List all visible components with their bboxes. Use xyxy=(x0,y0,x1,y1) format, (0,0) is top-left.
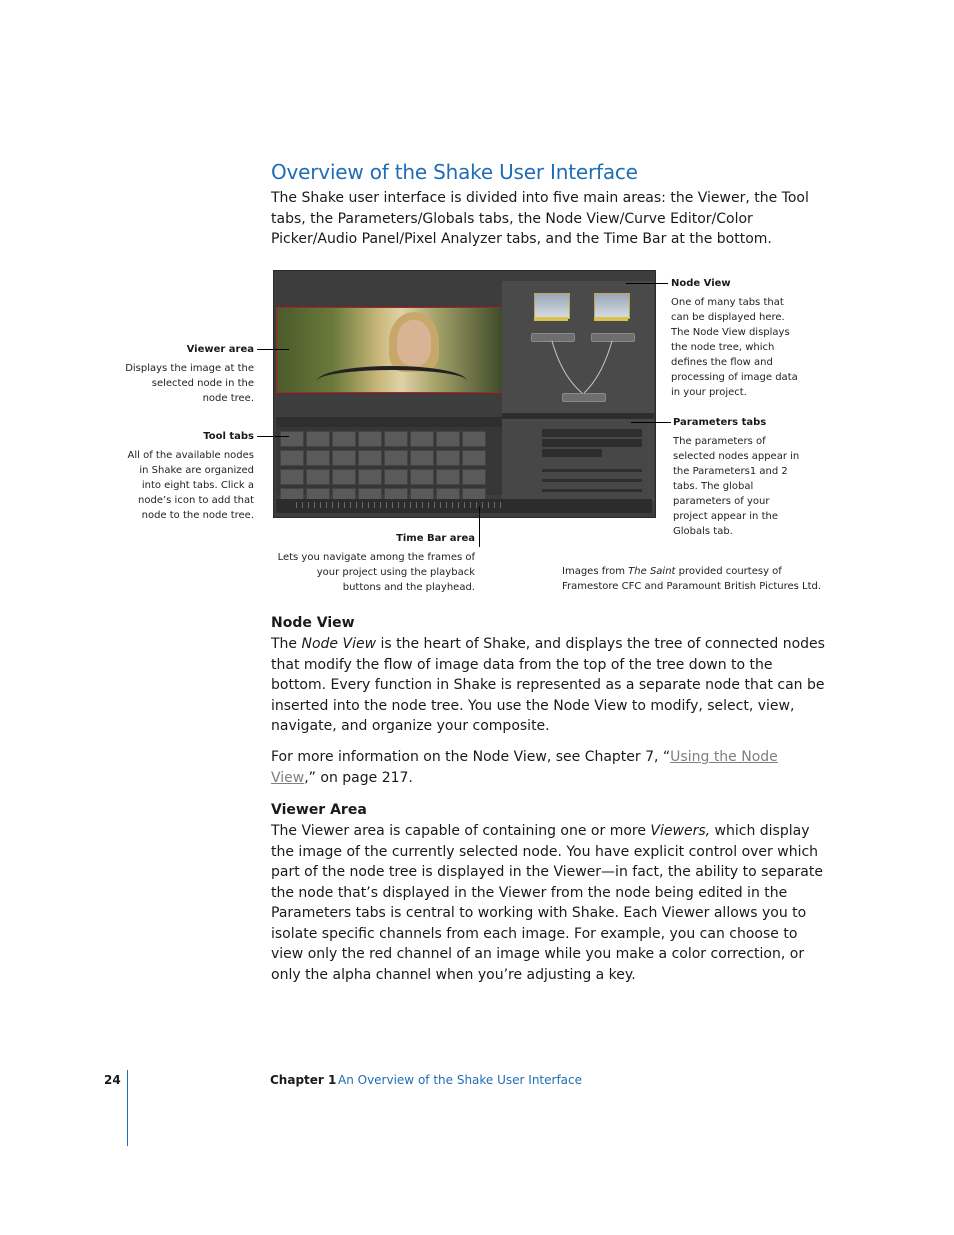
tool-icon xyxy=(436,450,460,466)
viewer-image-face xyxy=(397,320,431,366)
parameters-tabs-leader xyxy=(631,422,671,423)
tool-tabs-callout xyxy=(100,430,254,523)
tool-icon xyxy=(358,469,382,485)
param-row xyxy=(542,449,602,457)
shake-interface-screenshot xyxy=(273,270,656,518)
parameters-tabs-line: project appear in the xyxy=(673,511,778,522)
tool-icon xyxy=(462,431,486,447)
viewer-area-line: node tree. xyxy=(202,393,254,404)
parameters-tabs-line: tabs. The global xyxy=(673,481,754,492)
parameters-tabs-line: The parameters of xyxy=(673,436,766,447)
time-bar-line: buttons and the playhead. xyxy=(342,582,475,593)
node-view-line: processing of image data xyxy=(671,372,798,383)
tool-tabs-leader xyxy=(257,436,289,437)
node-view-text: The xyxy=(271,636,302,652)
tool-icon xyxy=(384,469,408,485)
param-row xyxy=(542,439,642,447)
tool-icon xyxy=(384,450,408,466)
tool-icon xyxy=(462,450,486,466)
viewer-toolbar xyxy=(276,417,502,427)
section-title: Overview of the Shake User Interface xyxy=(271,160,638,184)
intro-paragraph: The Shake user interface is divided into five main areas: the Viewer, the Tool tabs, the Parameters/Globals tabs, the Node View/Curve Editor/Color Picker/Audio Panel/Pixel Analyzer tabs, and the Time Bar at the bottom. xyxy=(271,190,809,247)
node-view-heading: Node View xyxy=(271,615,355,631)
parameters-tabs-description xyxy=(673,434,823,539)
node-view-line: can be displayed here. xyxy=(671,312,785,323)
tool-icon xyxy=(436,469,460,485)
time-bar xyxy=(276,499,652,513)
node-view-panel xyxy=(502,281,654,421)
tool-icon xyxy=(332,469,356,485)
tool-icon xyxy=(410,469,434,485)
tool-icon xyxy=(306,469,330,485)
parameters-tabs-line: Globals tab. xyxy=(673,526,733,537)
node-view-line: in your project. xyxy=(671,387,747,398)
tool-icon xyxy=(332,450,356,466)
tool-tabs-line: in Shake are organized xyxy=(139,465,254,476)
tool-icon xyxy=(280,450,304,466)
tool-icon xyxy=(358,431,382,447)
parameters-tabs-callout xyxy=(673,416,823,539)
viewer-area-heading: Viewer Area xyxy=(271,802,367,818)
node-view-line: The Node View displays xyxy=(671,327,790,338)
tool-icon xyxy=(332,431,356,447)
node-view-term: Node View xyxy=(301,636,377,652)
viewer-image-steering-wheel xyxy=(317,366,467,396)
viewer-area-description xyxy=(100,361,254,406)
viewer-image xyxy=(276,307,504,393)
image-credit-line1 xyxy=(562,564,832,579)
credit-suffix: provided courtesy of xyxy=(675,566,782,577)
tool-tabs-line: into eight tabs. Click a xyxy=(141,480,254,491)
tool-tabs-line: node’s icon to add that xyxy=(138,495,254,506)
tool-icon xyxy=(410,431,434,447)
tool-tabs-title: Tool tabs xyxy=(203,431,254,442)
tool-icon xyxy=(384,431,408,447)
viewer-area-line: selected node in the xyxy=(151,378,254,389)
tool-icon xyxy=(462,469,486,485)
viewer-area-leader xyxy=(257,349,289,350)
viewer-area-line: Displays the image at the xyxy=(125,363,254,374)
footer-chapter: Chapter 1 xyxy=(270,1073,337,1087)
tool-icon xyxy=(306,450,330,466)
node-view-line: One of many tabs that xyxy=(671,297,784,308)
time-bar-ticks xyxy=(296,502,506,508)
param-slider xyxy=(542,479,642,482)
reference-text: For more information on the Node View, see Chapter 7, “ xyxy=(271,749,671,765)
node-view-text: is the heart of Shake, and displays the tree of connected nodes that modify the flow of image data from the top of the tree down to the bottom. Every function in Shake is represented as a separate node that can be inserted into the node tree. You use the Node View to modify, select, view, navigate, and organize your composite. xyxy=(271,636,825,734)
time-bar-callout xyxy=(260,532,475,595)
page-number: 24 xyxy=(104,1073,121,1087)
tool-icon xyxy=(436,431,460,447)
viewer-term: Viewers, xyxy=(650,823,711,839)
param-row xyxy=(542,429,642,437)
parameters-tabs-line: the Parameters1 and 2 xyxy=(673,466,788,477)
tabs-strip xyxy=(502,413,654,419)
image-credit-line2: Framestore CFC and Paramount British Pictures Ltd. xyxy=(562,581,822,592)
tool-icon xyxy=(306,431,330,447)
tool-icon xyxy=(280,469,304,485)
credit-film-title: The Saint xyxy=(628,566,676,577)
node-view-reference-paragraph xyxy=(271,747,826,788)
node-view-leader xyxy=(626,283,668,284)
tool-tabs-line: All of the available nodes xyxy=(127,450,254,461)
reference-text: ,” on page 217. xyxy=(304,769,413,786)
node-view-line: the node tree, which xyxy=(671,342,775,353)
parameters-panel xyxy=(502,421,654,501)
time-bar-line: Lets you navigate among the frames of xyxy=(277,552,475,563)
time-bar-leader xyxy=(479,507,480,547)
image-credit xyxy=(562,564,832,594)
node-view-description xyxy=(671,295,821,400)
tool-icon xyxy=(358,450,382,466)
viewer-text: The Viewer area is capable of containing one or more xyxy=(271,823,651,839)
tool-icon xyxy=(280,431,304,447)
time-bar-description xyxy=(260,550,475,595)
param-slider xyxy=(542,489,642,492)
node-view-paragraph xyxy=(271,634,826,737)
time-bar-title: Time Bar area xyxy=(396,533,475,544)
tool-tabs-line: node to the node tree. xyxy=(141,510,254,521)
using-node-view-link[interactable]: Using the Node View xyxy=(271,749,778,786)
viewer-text: which display the image of the currently selected node. You have explicit control over which part of the node tree is displayed in the Viewer—in fact, the ability to separate the node that’s displayed in the Viewer from the node being edited in the Parameters tabs is central to working with Shake. Each Viewer allows you to isolate specific channels from each image. For example, you can choose to view only the red channel of an image while you make a color correction, or only the alpha channel when you’re adjusting a key. xyxy=(271,823,823,983)
parameters-tabs-line: parameters of your xyxy=(673,496,770,507)
viewer-area-title: Viewer area xyxy=(186,344,254,355)
parameters-tabs-title: Parameters tabs xyxy=(673,417,767,428)
footer-chapter-title: An Overview of the Shake User Interface xyxy=(338,1073,583,1087)
tool-icon xyxy=(410,450,434,466)
node-view-callout xyxy=(671,277,821,400)
node-view-title: Node View xyxy=(671,278,731,289)
viewer-area-callout xyxy=(100,343,254,406)
tool-grid xyxy=(280,431,486,504)
node-connections xyxy=(502,281,654,421)
footer-rule xyxy=(127,1070,128,1146)
tool-tabs-panel xyxy=(276,427,502,495)
param-slider xyxy=(542,469,642,472)
viewer-area-paragraph xyxy=(271,821,826,985)
tool-tabs-description xyxy=(100,448,254,523)
time-bar-line: your project using the playback xyxy=(316,567,475,578)
parameters-tabs-line: selected nodes appear in xyxy=(673,451,800,462)
node-view-line: defines the flow and xyxy=(671,357,773,368)
credit-prefix: Images from xyxy=(562,566,629,577)
